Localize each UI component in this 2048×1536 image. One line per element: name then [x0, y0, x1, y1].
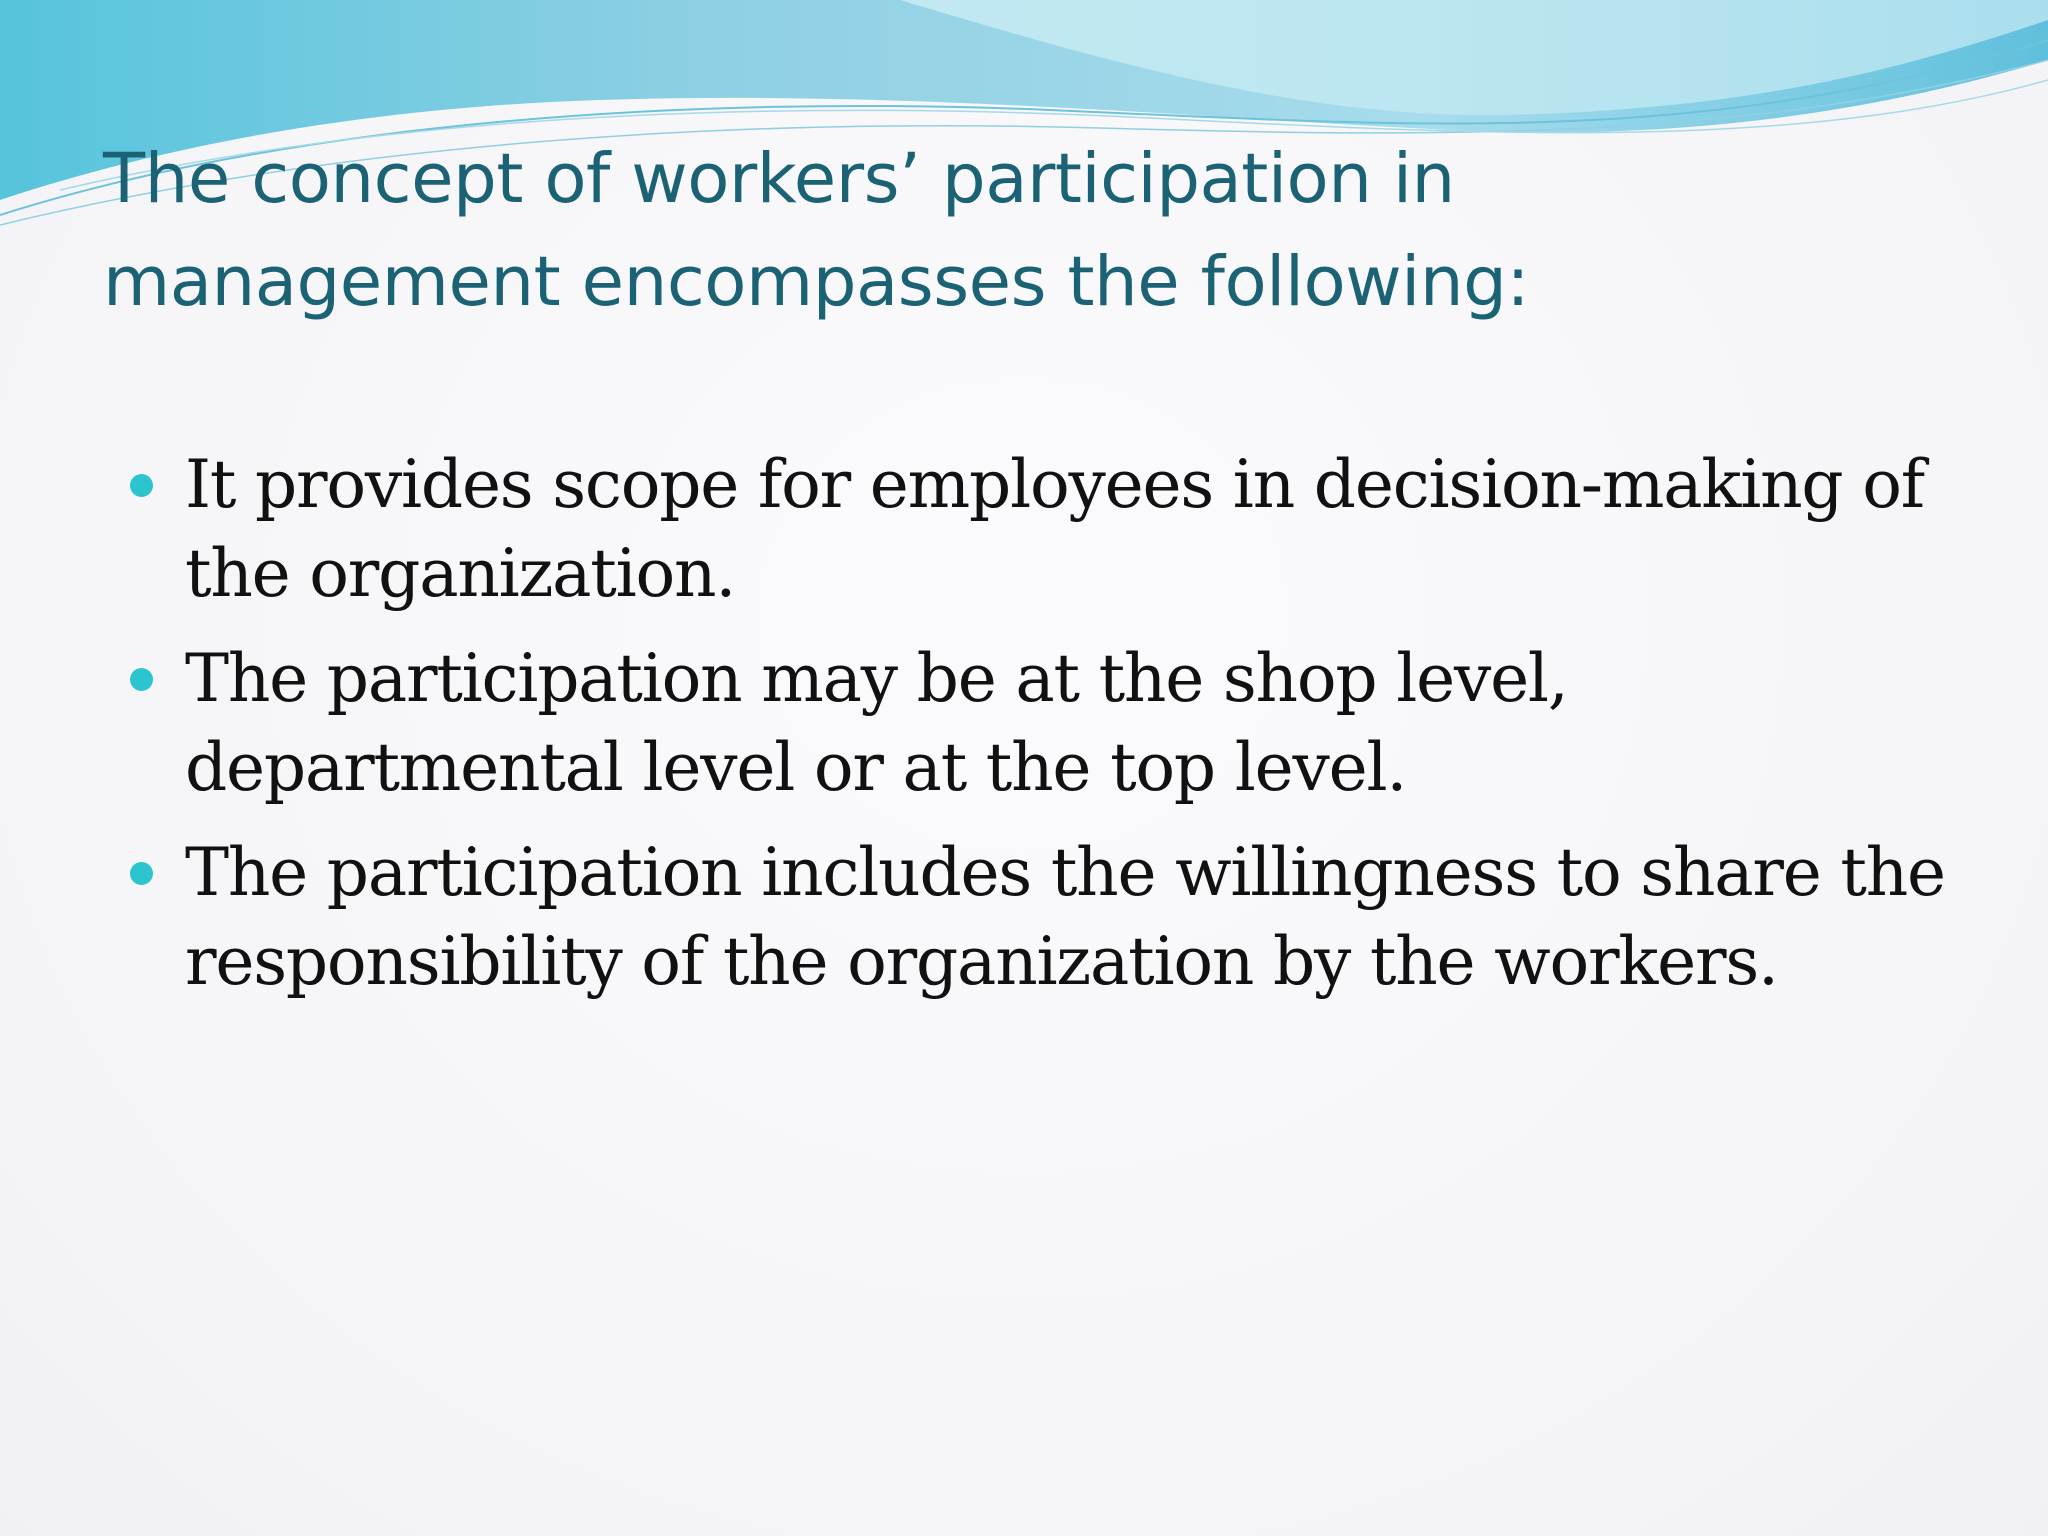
bullet-text: The participation includes the willingness to share the responsibility of the organization by the workers. — [185, 834, 1945, 1000]
bullet-dot-icon — [130, 474, 153, 497]
bullet-item — [0, 440, 2048, 618]
bullet-text: It provides scope for employees in decision-making of the organization. — [185, 446, 1925, 612]
bullet-list — [0, 440, 2048, 1022]
bullet-item — [0, 828, 2048, 1006]
bullet-dot-icon — [130, 668, 153, 691]
bullet-item — [0, 634, 2048, 812]
bullet-text: The participation may be at the shop level, departmental level or at the top level. — [185, 640, 1568, 806]
slide-title: The concept of workers’ participation in management encompasses the following: — [103, 139, 1530, 322]
bullet-dot-icon — [130, 862, 153, 885]
